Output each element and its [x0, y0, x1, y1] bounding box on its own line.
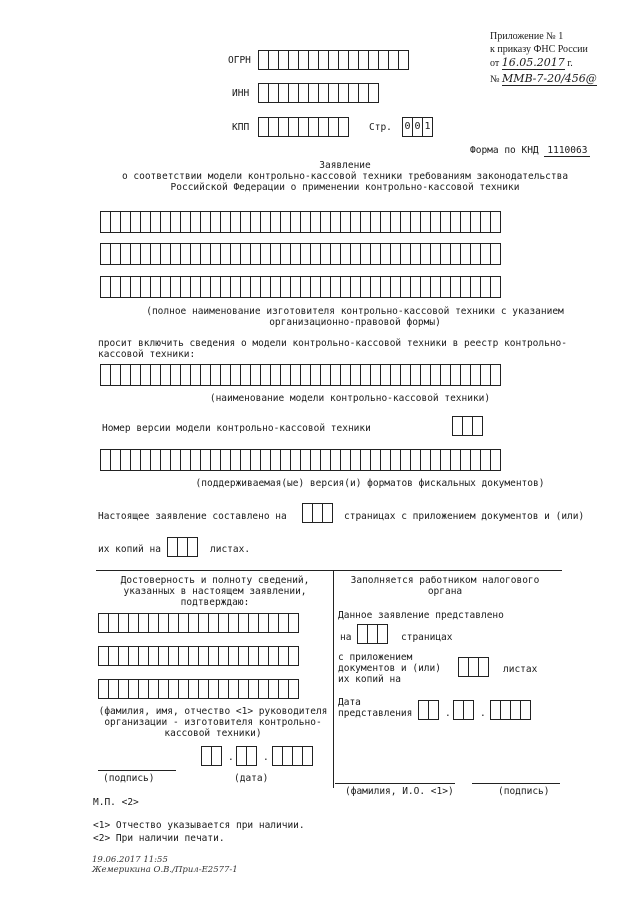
input-cell[interactable]	[368, 83, 379, 103]
left-heading: Достоверность и полноту сведений, указанных в настоящем заявлении, подтверждаю:	[120, 575, 310, 608]
input-cell: 0	[402, 117, 413, 137]
head-name-row-1[interactable]	[98, 613, 298, 633]
sign-date-year[interactable]	[272, 746, 312, 766]
rdate-dot-1: .	[445, 708, 451, 719]
officer-name-line	[335, 783, 455, 784]
formats-row[interactable]	[100, 449, 500, 471]
appendix-number-value: ММВ-7-20/456@	[502, 72, 597, 85]
date-dot-1: .	[228, 752, 234, 763]
received-date-month[interactable]	[453, 700, 473, 720]
kpp-label: КПП	[232, 122, 250, 133]
pages-label: страницах	[401, 632, 453, 643]
input-cell[interactable]	[288, 646, 299, 666]
input-cell[interactable]	[520, 700, 531, 720]
input-cell[interactable]	[472, 416, 483, 436]
input-cell[interactable]	[338, 117, 349, 137]
inn-cells[interactable]	[258, 83, 378, 103]
section-divider	[333, 570, 334, 788]
document-title: Заявление о соответствии модели контрольно-кассовой техники требованиям законодательства Российской Федерации о применении контрольно-кассовой техники	[121, 160, 569, 193]
appendix-number: № ММВ-7-20/456@	[490, 72, 597, 85]
on-label: на	[340, 632, 352, 643]
model-caption: (наименование модели контрольно-кассовой техники)	[209, 393, 491, 404]
input-cell[interactable]	[463, 700, 474, 720]
input-cell[interactable]	[211, 746, 222, 766]
input-cell[interactable]	[322, 503, 333, 523]
input-cell[interactable]	[490, 211, 501, 233]
right-heading: Заполняется работником налогового органа	[350, 575, 540, 597]
officer-name-caption: (фамилия, И.О. <1>)	[345, 786, 454, 797]
received-sheets-cells[interactable]	[458, 657, 488, 677]
head-name-row-2[interactable]	[98, 646, 298, 666]
input-cell[interactable]	[490, 449, 501, 471]
manufacturer-row-2[interactable]	[100, 243, 500, 265]
kpp-cells[interactable]	[258, 117, 348, 137]
form-code: Форма по КНД 1110063	[470, 145, 590, 156]
attachment-text: с приложением документов и (или) их копий на	[338, 652, 441, 685]
appendix-date-value: 16.05.2017	[501, 56, 565, 69]
officer-signature-line	[472, 783, 560, 784]
appendix-line2: к приказу ФНС России	[490, 44, 588, 55]
input-cell[interactable]	[288, 679, 299, 699]
formats-caption: (поддерживаемая(ые) версия(и) форматов фискальных документов)	[195, 478, 545, 489]
input-cell[interactable]	[490, 243, 501, 265]
signature-line	[98, 770, 176, 771]
manufacturer-row-3[interactable]	[100, 276, 500, 298]
form-code-value: 1110063	[544, 145, 590, 157]
model-name-row[interactable]	[100, 364, 500, 386]
pages-text-after: страницах с приложением документов и (или)	[344, 511, 585, 522]
pages-count-cells[interactable]	[302, 503, 332, 523]
head-name-caption: (фамилия, имя, отчество <1> руководителя организации - изготовителя контрольно-кассовой техники)	[98, 706, 328, 739]
appendix-block	[490, 30, 597, 86]
input-cell[interactable]	[398, 50, 409, 70]
sheets-label: листах	[503, 664, 538, 675]
appendix-date: от 16.05.2017 г.	[490, 56, 573, 69]
copies-count-cells[interactable]	[167, 537, 197, 557]
page-label: Стр.	[369, 122, 392, 133]
ogrn-label: ОГРН	[228, 55, 251, 66]
input-cell[interactable]	[478, 657, 489, 677]
registry-stamp: 19.06.2017 11:55 Жемерикина О.В./Прил-Е2577-1	[92, 855, 238, 875]
footnote-1: <1> Отчество указывается при наличии.	[93, 820, 305, 831]
signature-caption: (подпись)	[103, 773, 155, 784]
input-cell: 0	[412, 117, 423, 137]
version-label: Номер версии модели контрольно-кассовой техники	[102, 423, 371, 434]
date-label: Дата представления	[338, 697, 413, 719]
input-cell[interactable]	[187, 537, 198, 557]
request-text: просит включить сведения о модели контрольно-кассовой техники в реестр контрольно-кассовой техники:	[98, 338, 567, 360]
date-dot-2: .	[263, 752, 269, 763]
officer-signature-caption: (подпись)	[498, 786, 550, 797]
input-cell[interactable]	[377, 624, 388, 644]
copies-text-after: листах.	[210, 544, 251, 555]
input-cell: 1	[422, 117, 433, 137]
input-cell[interactable]	[490, 364, 501, 386]
inn-label: ИНН	[232, 88, 250, 99]
page-number-cells	[402, 117, 432, 137]
ogrn-cells[interactable]	[258, 50, 408, 70]
input-cell[interactable]	[246, 746, 257, 766]
pages-text-before: Настоящее заявление составлено на	[98, 511, 287, 522]
input-cell[interactable]	[490, 276, 501, 298]
manufacturer-caption: (полное наименование изготовителя контрольно-кассовой техники с указанием организационно-правовой формы)	[146, 306, 564, 328]
copies-text-before: их копий на	[98, 544, 161, 555]
rdate-dot-2: .	[480, 708, 486, 719]
received-pages-cells[interactable]	[357, 624, 387, 644]
date-caption: (дата)	[234, 773, 269, 784]
appendix-line1: Приложение № 1	[490, 31, 564, 42]
input-cell[interactable]	[302, 746, 313, 766]
sign-date-month[interactable]	[236, 746, 256, 766]
version-cells[interactable]	[452, 416, 482, 436]
input-cell[interactable]	[288, 613, 299, 633]
manufacturer-row-1[interactable]	[100, 211, 500, 233]
received-date-day[interactable]	[418, 700, 438, 720]
input-cell[interactable]	[428, 700, 439, 720]
received-date-year[interactable]	[490, 700, 530, 720]
stamp-label: М.П. <2>	[93, 797, 139, 808]
footnote-2: <2> При наличии печати.	[93, 833, 225, 844]
section-top-rule	[96, 570, 562, 571]
head-name-row-3[interactable]	[98, 679, 298, 699]
sign-date-day[interactable]	[201, 746, 221, 766]
submitted-text: Данное заявление представлено	[338, 610, 504, 621]
